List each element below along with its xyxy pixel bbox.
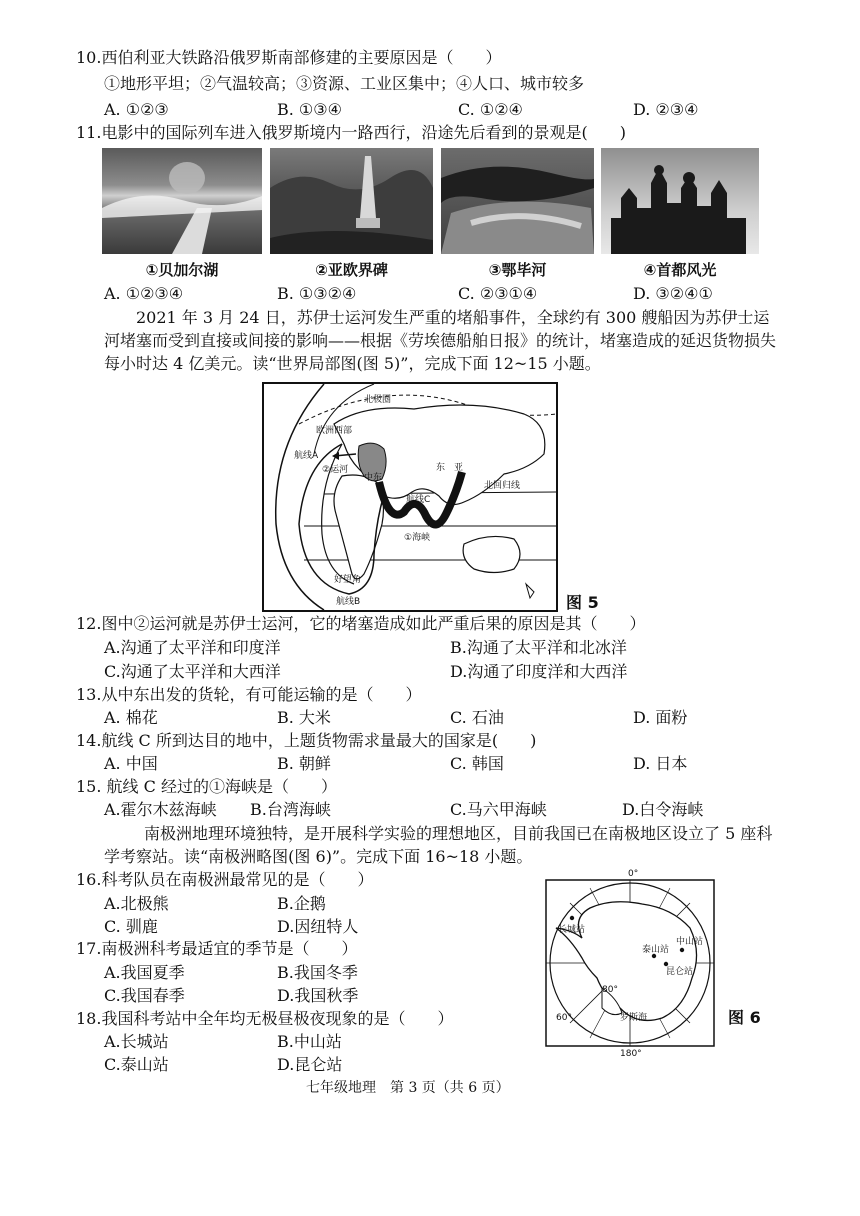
q18-option-d: D.昆仑站 <box>277 1055 343 1074</box>
q15-option-c: C.马六甲海峡 <box>450 800 547 819</box>
q10-stem: 10.西伯利亚大铁路沿俄罗斯南部修建的主要原因是（ ） <box>76 48 502 67</box>
photo-caption-baikal: ①贝加尔湖 <box>145 261 219 279</box>
q13-option-d: D. 面粉 <box>633 708 688 727</box>
fig5-label-mideast: 中东 <box>364 473 383 483</box>
fig5-label-route-c: 航线C <box>406 495 431 505</box>
q11-option-b: B. ①③②④ <box>277 284 357 303</box>
q18-stem: 18.我国科考站中全年均无极昼极夜现象的是（ ） <box>76 1009 454 1028</box>
q16-stem: 16.科考队员在南极洲最常见的是（ ） <box>76 870 374 889</box>
fig5-label-route-b: 航线B <box>336 597 361 607</box>
q12-option-a: A.沟通了太平洋和印度洋 <box>104 638 281 657</box>
figure-6-label: 图 6 <box>728 1008 761 1027</box>
q15-option-b: B.台湾海峡 <box>250 800 331 819</box>
fig5-label-strait: ①海峡 <box>404 533 431 543</box>
fig6-label-180deg: 180° <box>620 1049 642 1058</box>
fig5-label-canal: ②运河 <box>322 465 349 475</box>
q12-stem: 12.图中②运河就是苏伊士运河，它的堵塞造成如此严重后果的原因是其（ ） <box>76 614 646 633</box>
q12-option-d: D.沟通了印度洋和大西洋 <box>450 662 628 681</box>
q14-option-b: B. 朝鲜 <box>277 754 331 773</box>
q18-option-b: B.中山站 <box>277 1032 342 1051</box>
q11-option-c: C. ②③①④ <box>458 284 538 303</box>
figure-5-label: 图 5 <box>566 593 599 612</box>
fig5-label-europe: 欧洲西部 <box>316 426 353 436</box>
q15-option-d: D.白令海峡 <box>622 800 704 819</box>
q10-reasons: ①地形平坦；②气温较高；③资源、工业区集中；④人口、城市较多 <box>104 74 585 93</box>
page-footer: 七年级地理 第 3 页（共 6 页） <box>306 1080 510 1096</box>
q13-option-b: B. 大米 <box>277 708 331 727</box>
fig6-label-kunlun: 昆仑站 <box>666 967 694 977</box>
q15-option-a: A.霍尔木兹海峡 <box>104 800 217 819</box>
figure-5-map <box>262 382 558 612</box>
ob-river-photo <box>441 148 594 254</box>
fig6-label-taishan: 泰山站 <box>642 945 670 955</box>
photo-caption-ob: ③鄂毕河 <box>488 261 547 279</box>
figure-6-map <box>542 868 722 1058</box>
fig5-label-eastasia: 东 亚 <box>436 463 464 473</box>
q17-option-a: A.我国夏季 <box>104 963 185 982</box>
q14-stem: 14.航线 C 所到达目的地中，上题货物需求量最大的国家是( ) <box>76 731 537 750</box>
fig6-label-0deg: 0° <box>628 869 639 879</box>
fig5-label-cape: 好望角 <box>334 575 362 585</box>
fig6-label-ross-sea: 罗斯海 <box>620 1013 648 1023</box>
photo-caption-marker: ②亚欧界碑 <box>315 261 388 279</box>
fig5-label-tropic: 北回归线 <box>484 481 521 491</box>
q11-option-a: A. ①②③④ <box>104 284 184 303</box>
europe-asia-marker-photo <box>270 148 433 254</box>
q16-option-c: C. 驯鹿 <box>104 917 158 936</box>
q12-option-c: C.沟通了太平洋和大西洋 <box>104 662 281 681</box>
photo-caption-capital: ④首都风光 <box>643 261 717 279</box>
q11-option-d: D. ③②④① <box>633 284 713 303</box>
q17-option-d: D.我国秋季 <box>277 986 359 1005</box>
q15-stem: 15. 航线 C 经过的①海峡是（ ） <box>76 777 337 796</box>
fig6-label-zhongshan: 中山站 <box>676 937 704 947</box>
q18-option-a: A.长城站 <box>104 1032 169 1051</box>
fig5-label-route-a: 航线A <box>294 451 319 461</box>
capital-scenery-photo <box>601 148 759 254</box>
fig6-label-60deg: 60° <box>556 1013 572 1023</box>
q17-option-c: C.我国春季 <box>104 986 185 1005</box>
q16-option-d: D.因纽特人 <box>277 917 359 936</box>
q13-option-a: A. 棉花 <box>104 708 158 727</box>
q17-stem: 17.南极洲科考最适宜的季节是（ ） <box>76 939 358 958</box>
q14-option-c: C. 韩国 <box>450 754 504 773</box>
fig6-label-80deg: 80° <box>602 985 618 995</box>
suez-intro-paragraph: 2021 年 3 月 24 日，苏伊士运河发生严重的堵船事件，全球约有 300 艘船因为苏伊士运河堵塞而受到直接或间接的影响——根据《劳埃德船舶日报》的统计，堵塞造成的延迟货物损失每小时达 4 亿美元。读“世界局部图(图 5)”，完成下面 12~15 小题。 <box>104 308 777 373</box>
baikal-photo <box>102 148 262 254</box>
q12-option-b: B.沟通了太平洋和北冰洋 <box>450 638 627 657</box>
q13-option-c: C. 石油 <box>450 708 504 727</box>
antarctic-intro-paragraph: 南极洲地理环境独特，是开展科学实验的理想地区，目前我国已在南极地区设立了 5 座科学考察站。读“南极洲略图(图 6)”。完成下面 16~18 小题。 <box>104 824 773 866</box>
q10-option-c: C. ①②④ <box>458 100 523 119</box>
q17-option-b: B.我国冬季 <box>277 963 358 982</box>
q13-stem: 13.从中东出发的货轮，有可能运输的是（ ） <box>76 685 422 704</box>
q14-option-a: A. 中国 <box>104 754 158 773</box>
q11-stem: 11.电影中的国际列车进入俄罗斯境内一路西行，沿途先后看到的景观是( ) <box>76 123 626 142</box>
q14-option-d: D. 日本 <box>633 754 688 773</box>
q18-option-c: C.泰山站 <box>104 1055 169 1074</box>
fig6-label-greatwall: 长城站 <box>558 925 586 935</box>
q16-option-b: B.企鹅 <box>277 894 326 913</box>
fig5-label-arctic: 北极圈 <box>364 395 392 405</box>
q10-option-b: B. ①③④ <box>277 100 342 119</box>
q10-option-d: D. ②③④ <box>633 100 699 119</box>
q10-option-a: A. ①②③ <box>104 100 169 119</box>
q16-option-a: A.北极熊 <box>104 894 169 913</box>
